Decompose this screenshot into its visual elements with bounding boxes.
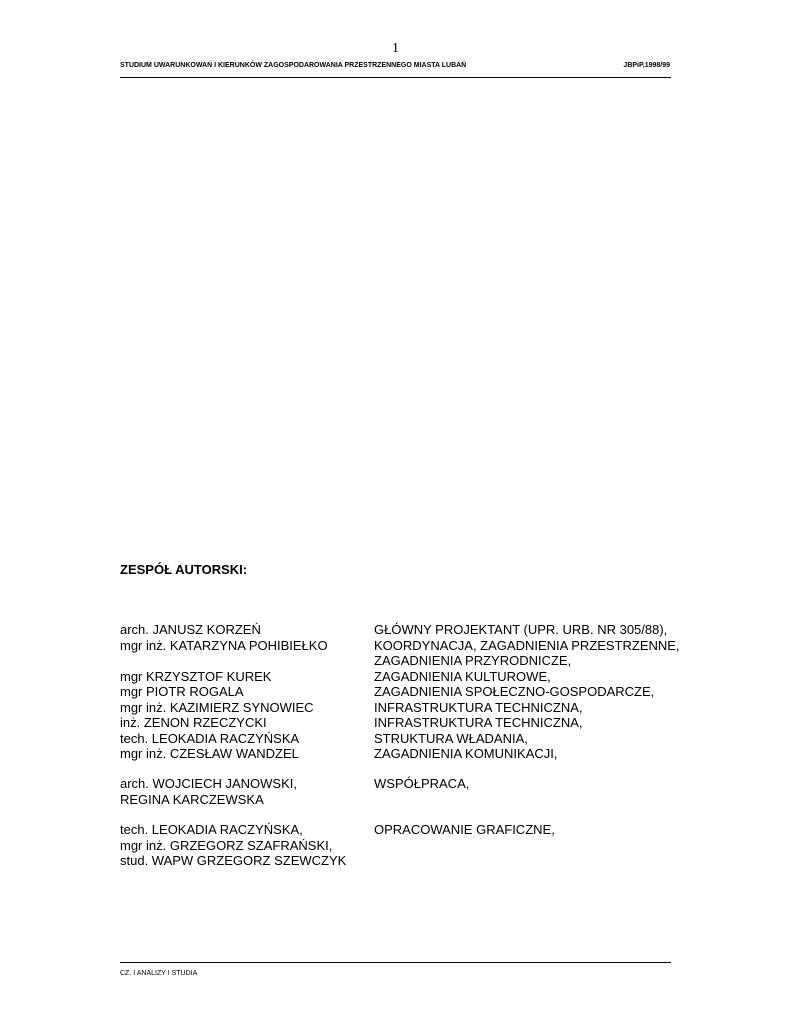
author-role: ZAGADNIENIA SPOŁECZNO-GOSPODARCZE, (374, 684, 655, 699)
authors-main-group (120, 622, 700, 762)
page-number: 1 (392, 41, 399, 56)
author-row (120, 715, 700, 731)
author-role: WSPÓŁPRACA, (374, 776, 470, 791)
author-role: INFRASTRUKTURA TECHNICZNA, (374, 715, 583, 730)
author-row (120, 776, 700, 792)
section-title: ZESPÓŁ AUTORSKI: (120, 562, 248, 577)
author-name: REGINA KARCZEWSKA (120, 791, 264, 807)
author-row (120, 700, 700, 716)
author-name: stud. WAPW GRZEGORZ SZEWCZYK (120, 853, 347, 868)
author-name: mgr inż. CZESŁAW WANDZEL (120, 746, 299, 761)
author-role: INFRASTRUKTURA TECHNICZNA, (374, 699, 583, 715)
authors-graphics-group (120, 822, 700, 869)
document-header-title: STUDIUM UWARUNKOWAŃ I KIERUNKÓW ZAGOSPODAROWANIA PRZESTRZENNEGO MIASTA LUBAŃ (120, 62, 467, 69)
authors-cooperation-group (120, 776, 700, 807)
author-role: ZAGADNIENIA KULTUROWE, (374, 668, 551, 684)
author-name: arch. WOJCIECH JANOWSKI, (120, 776, 297, 791)
author-name (120, 653, 374, 669)
document-header-reference: JBPiP,1998/99 (623, 62, 670, 69)
author-role: STRUKTURA WŁADANIA, (374, 730, 528, 746)
footer-divider (120, 962, 671, 963)
author-row (120, 653, 700, 669)
header-divider (120, 77, 671, 78)
document-footer: CZ. I ANALIZY I STUDIA (120, 970, 198, 977)
author-role: KOORDYNACJA, ZAGADNIENIA PRZESTRZENNE, (374, 637, 680, 653)
author-name: mgr PIOTR ROGALA (120, 684, 244, 699)
author-role: GŁÓWNY PROJEKTANT (UPR. URB. NR 305/88), (374, 622, 668, 637)
author-name: tech. LEOKADIA RACZYŃSKA (120, 730, 300, 746)
author-row (120, 792, 700, 808)
author-role: ZAGADNIENIA PRZYRODNICZE, (374, 653, 572, 668)
author-name: inż. ZENON RZECZYCKI (120, 715, 267, 730)
author-row (120, 684, 700, 700)
author-role: OPRACOWANIE GRAFICZNE, (374, 822, 555, 837)
author-name: mgr inż. GRZEGORZ SZAFRAŃSKI, (120, 837, 333, 853)
author-name: mgr inż. KAZIMIERZ SYNOWIEC (120, 699, 314, 715)
author-name: mgr KRZYSZTOF KUREK (120, 668, 272, 684)
author-row (120, 731, 700, 747)
author-row (120, 853, 700, 869)
author-row (120, 746, 700, 762)
author-row (120, 669, 700, 685)
author-row (120, 822, 700, 838)
author-row (120, 838, 700, 854)
author-name: mgr inż. KATARZYNA POHIBIEŁKO (120, 637, 328, 653)
author-name: tech. LEOKADIA RACZYŃSKA, (120, 822, 303, 837)
author-role: ZAGADNIENIA KOMUNIKACJI, (374, 746, 558, 761)
author-name: arch. JANUSZ KORZEŃ (120, 622, 261, 637)
author-row (120, 638, 700, 654)
author-row (120, 622, 700, 638)
